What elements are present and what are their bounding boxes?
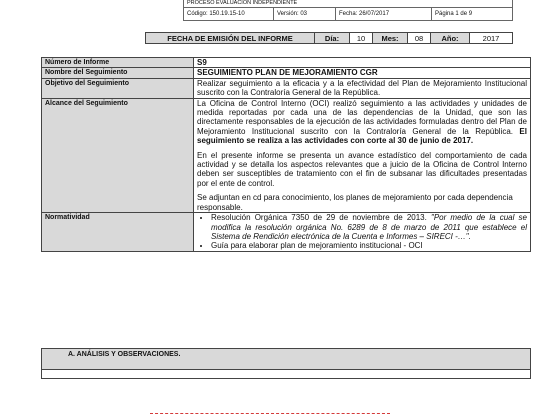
row-scope (42, 98, 531, 212)
row-name (42, 68, 531, 78)
red-dashed-line (150, 413, 390, 414)
emission-month: 08 (408, 33, 431, 43)
scope-label: Alcance del Seguimiento (42, 98, 194, 212)
emission-day: 10 (350, 33, 373, 43)
objective-label: Objetivo del Seguimiento (42, 78, 194, 98)
emission-month-label: Mes: (373, 33, 408, 43)
row-number (42, 58, 531, 68)
number-label: Número de Informe (42, 58, 194, 68)
header-meta-row (183, 8, 513, 21)
emission-year: 2017 (470, 33, 512, 43)
header-page: Página 1 de 9 (435, 11, 473, 17)
header-process: PROCESO EVALUACION INDEPENDIENTE (183, 0, 513, 8)
scope-paragraph-1: La Oficina de Control Interno (OCI) realizó seguimiento a las actividades y unidades de medida reportadas por cada una de las dependencias de la Unidad, que son las directamente responsables de la ejecución de las actividades formuladas dentro del Plan de Mejoramiento Institucional suscrito con la Contraloría General de la República. El seguimiento se realiza a las actividades con corte al 30 de junio de 2017. (197, 98, 527, 146)
scope-bold-note: El seguimiento se realiza a las actividades con corte al 30 de junio de 2017. (197, 126, 527, 146)
header-date: Fecha: 26/07/2017 (336, 8, 432, 20)
report-objective: Realizar seguimiento a la eficacia y a la efectividad del Plan de Mejoramiento Institucional suscrito con la Contraloría General de la República. (194, 78, 531, 98)
section-analysis-title: A. ANÁLISIS Y OBSERVACIONES. (41, 348, 531, 370)
norm-item-2: • Guía para elaborar plan de mejoramiento institucional - OCI (211, 241, 527, 250)
emission-label: FECHA DE EMISIÓN DEL INFORME (146, 33, 315, 43)
emission-day-label: Día: (315, 33, 350, 43)
scope-paragraph-2: En el presente informe se presenta un avance estadístico del comportamiento de cada actividad y se detalla los aspectos relevantes que a juicio de la Oficina de Control Interno deben ser susceptibles de tratamiento con el fin de subsanar las dificultades presentadas por el ente de control. (197, 150, 527, 188)
scope-paragraph-3: Se adjuntan en cd para conocimiento, los planes de mejoramiento por cada dependencia responsable. (197, 193, 513, 212)
section-analysis-body (41, 370, 531, 379)
header-code: Código: 150.19.15-10 (184, 8, 274, 20)
report-norm (194, 213, 531, 252)
report-number: S9 (194, 58, 531, 68)
report-info-table (41, 57, 531, 252)
header-version: Versión: 03 (274, 8, 336, 20)
report-scope (194, 98, 531, 212)
emission-date-row (145, 32, 513, 44)
norm-item-1: • Resolución Orgánica 7350 de 29 de noviembre de 2013. "Por medio de la cual se modifica la resolución orgánica No. 6289 de 8 de marzo de 2011 que establece el Sistema de Rendición electrónica de la Cuenta e Informes – SIRECI -…". (211, 213, 527, 241)
norm-label: Normatividad (42, 213, 194, 252)
row-norm (42, 213, 531, 252)
report-name: SEGUIMIENTO PLAN DE MEJORAMIENTO CGR (194, 68, 531, 78)
name-label: Nombre del Seguimiento (42, 68, 194, 78)
emission-year-label: Año: (431, 33, 470, 43)
row-objective (42, 78, 531, 98)
